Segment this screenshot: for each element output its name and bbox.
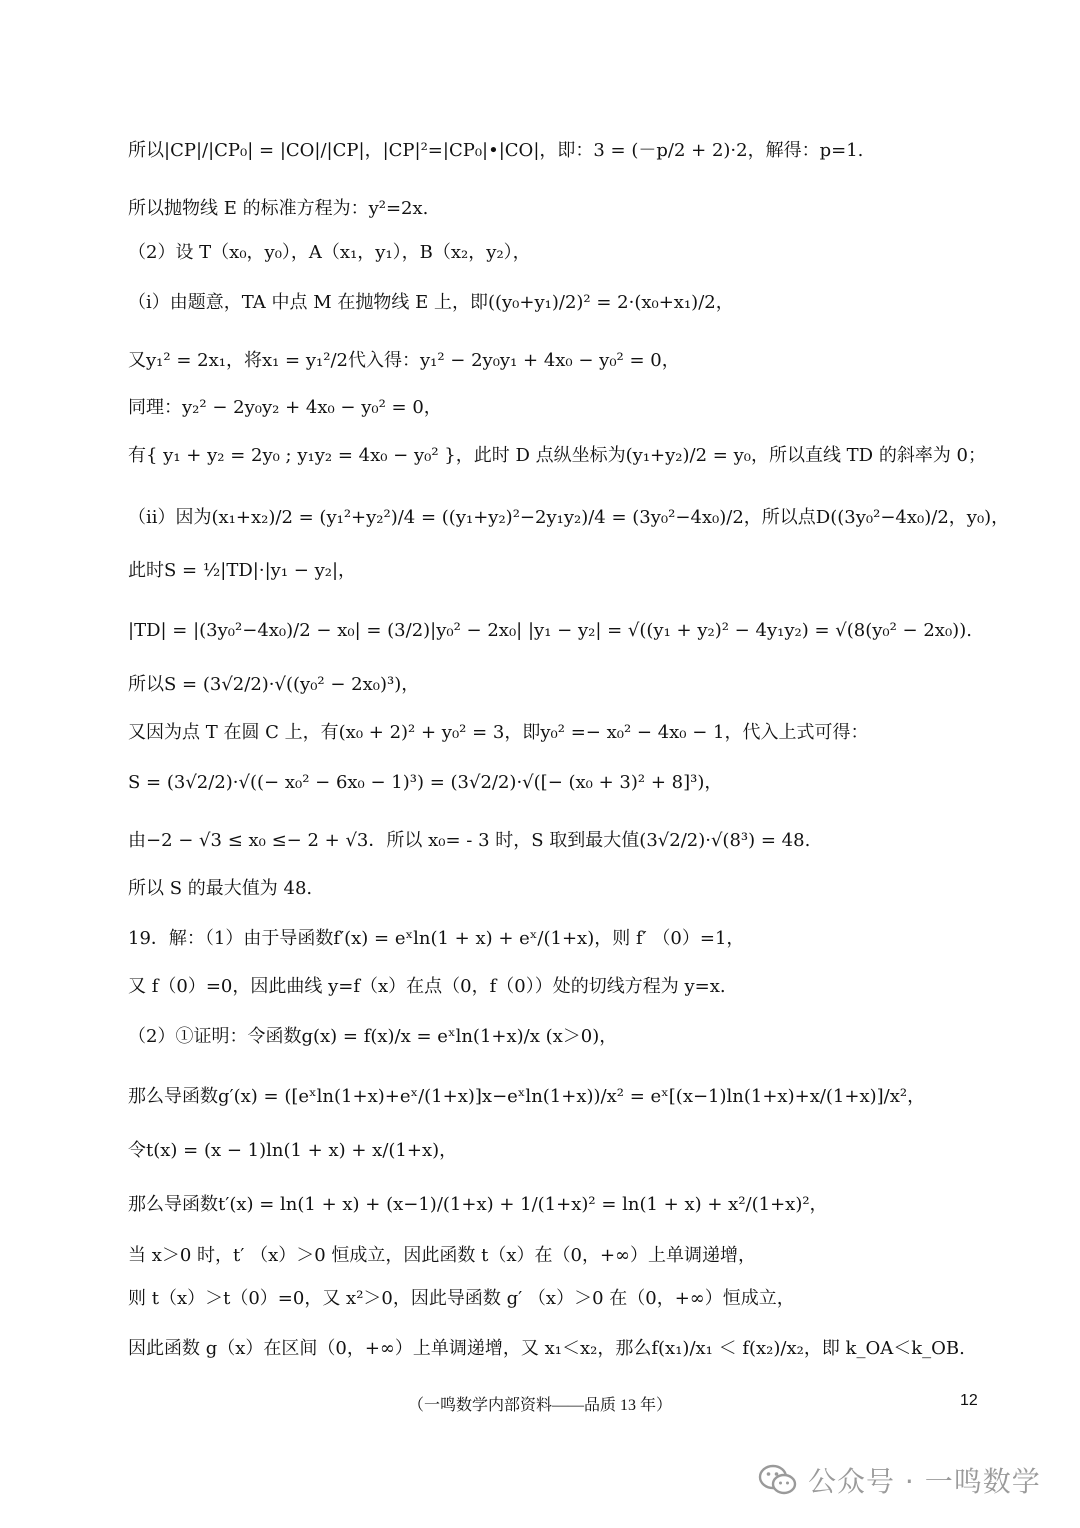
text-line: 同理：y₂² − 2y₀y₂ + 4x₀ − y₀² = 0， bbox=[128, 397, 442, 418]
page-footer: （一鸣数学内部资料——品质 13 年） bbox=[407, 1397, 672, 1414]
text-line: 又y₁² = 2x₁，将x₁ = y₁²/2代入得：y₁² − 2y₀y₁ + 4x₀ − y₀² = 0， bbox=[128, 350, 680, 371]
text-line: 令t(x) = (x − 1)ln(1 + x) + x/(1+x)， bbox=[128, 1140, 458, 1161]
page-number: 12 bbox=[960, 1392, 978, 1409]
text-line: S = (3√2/2)·√((− x₀² − 6x₀ − 1)³) = (3√2/2)·√([− (x₀ + 3)² + 8]³)， bbox=[128, 772, 723, 793]
text-line: 所以S = (3√2/2)·√((y₀² − 2x₀)³)， bbox=[128, 674, 420, 695]
text-line: 当 x＞0 时，t′ （x）＞0 恒成立，因此函数 t（x）在（0，+∞）上单调递增， bbox=[128, 1245, 757, 1266]
text-line: 那么导函数g′(x) = ([eˣln(1+x)+eˣ/(1+x)]x−eˣln(1+x))/x² = eˣ[(x−1)ln(1+x)+x/(1+x)]/x²， bbox=[128, 1086, 926, 1107]
text-line: 又因为点 T 在圆 C 上，有(x₀ + 2)² + y₀² = 3，即y₀² =− x₀² − 4x₀ − 1，代入上式可得： bbox=[128, 722, 869, 743]
watermark-label: 公众号 · 一鸣数学 bbox=[808, 1465, 1041, 1498]
text-line: 因此函数 g（x）在区间（0，+∞）上单调递增，又 x₁＜x₂，那么f(x₁)/x₁ ＜ f(x₂)/x₂，即 k_OA＜k_OB. bbox=[128, 1338, 965, 1359]
text-line: 此时S = ½|TD|·|y₁ − y₂|， bbox=[128, 560, 357, 581]
text-line: （ii）因为(x₁+x₂)/2 = (y₁²+y₂²)/4 = ((y₁+y₂)²−2y₁y₂)/4 = (3y₀²−4x₀)/2，所以点D((3y₀²−4x₀)/2，y₀)， bbox=[128, 507, 1010, 528]
text-line: 又 f（0）=0，因此曲线 y=f（x）在点（0，f（0））处的切线方程为 y=x. bbox=[128, 976, 726, 997]
text-line: 有{ y₁ + y₂ = 2y₀ ; y₁y₂ = 4x₀ − y₀² }，此时 D 点纵坐标为(y₁+y₂)/2 = y₀，所以直线 TD 的斜率为 0； bbox=[128, 445, 987, 466]
text-line: 由−2 − √3 ≤ x₀ ≤− 2 + √3．所以 x₀= - 3 时，S 取到最大值(3√2/2)·√(8³) = 48. bbox=[128, 830, 811, 851]
text-line: 所以抛物线 E 的标准方程为：y²=2x. bbox=[128, 198, 429, 219]
text-line: （i）由题意，TA 中点 M 在抛物线 E 上，即((y₀+y₁)/2)² = 2·(x₀+x₁)/2， bbox=[128, 292, 734, 313]
text-line: |TD| = |(3y₀²−4x₀)/2 − x₀| = (3/2)|y₀² − 2x₀| |y₁ − y₂| = √((y₁ + y₂)² − 4y₁y₂) = √(8(y₀² − 2x₀)). bbox=[128, 620, 972, 641]
text-line: 那么导函数t′(x) = ln(1 + x) + (x−1)/(1+x) + 1/(1+x)² = ln(1 + x) + x²/(1+x)²， bbox=[128, 1194, 828, 1215]
text-line: 19．解：（1）由于导函数f′(x) = eˣln(1 + x) + eˣ/(1+x)，则 f′ （0）=1， bbox=[128, 928, 745, 949]
wechat-icon bbox=[758, 1463, 798, 1497]
text-line: 则 t（x）＞t（0）=0，又 x²＞0，因此导函数 g′ （x）＞0 在（0，+∞）恒成立， bbox=[128, 1288, 795, 1309]
text-line: 所以 S 的最大值为 48. bbox=[128, 878, 313, 899]
text-line: （2）设 T（x₀，y₀），A（x₁，y₁），B（x₂，y₂）， bbox=[128, 242, 531, 263]
wechat-watermark bbox=[758, 1458, 1041, 1502]
text-line: （2）①证明：令函数g(x) = f(x)/x = eˣln(1+x)/x (x＞0)， bbox=[128, 1026, 618, 1047]
text-line: 所以|CP|/|CP₀| = |CO|/|CP|，|CP|²=|CP₀|•|CO|，即：3 = (－p/2 + 2)·2，解得：p=1. bbox=[128, 140, 864, 161]
